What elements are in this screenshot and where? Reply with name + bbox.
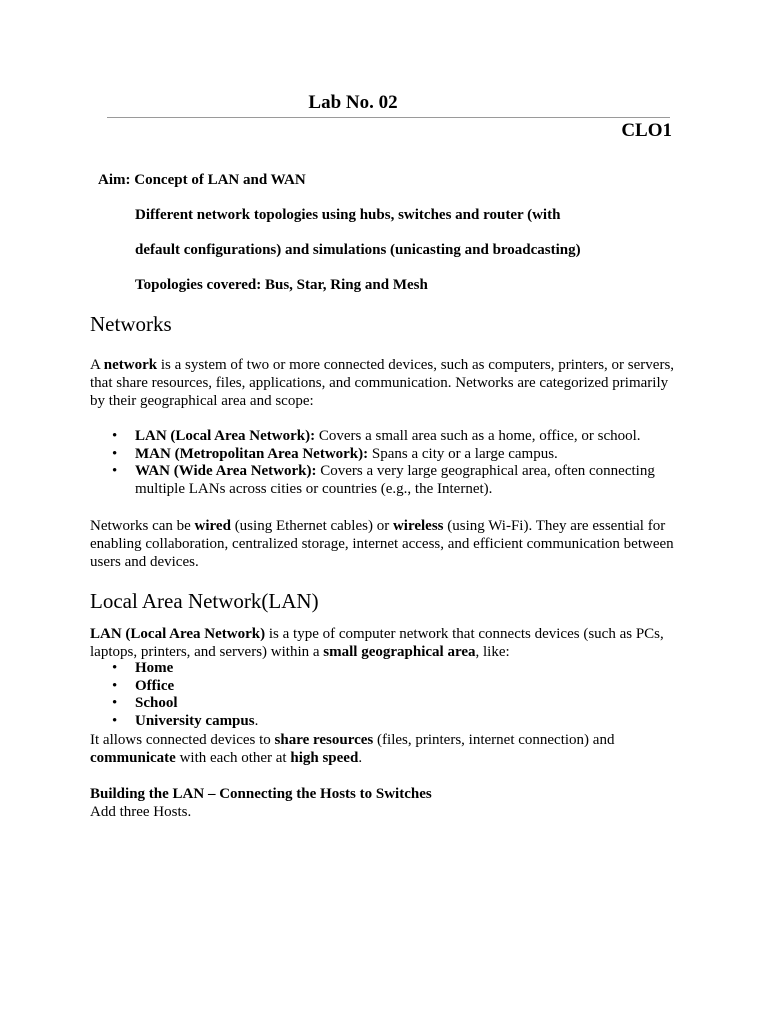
- share-resources-term: share resources: [274, 732, 374, 748]
- text-run: (using Wi-Fi). They are essential for enabling collaboration, centralized storage, internet access, and efficient communication between users and devices.: [90, 518, 674, 570]
- text-run: , like:: [475, 644, 510, 660]
- aim-description-line-1: Different network topologies using hubs, switches and router (with: [135, 207, 561, 223]
- list-item: [90, 660, 682, 678]
- text-run: It allows connected devices to: [90, 732, 275, 748]
- page-title: Lab No. 02: [308, 92, 398, 113]
- header-divider: [107, 117, 670, 118]
- networks-heading: Networks: [90, 312, 172, 336]
- text-run: Networks can be: [90, 518, 195, 534]
- list-item-desc: Covers a small area such as a home, office, or school.: [315, 428, 641, 444]
- wireless-term: wireless: [392, 518, 444, 534]
- place-label: School: [135, 695, 178, 711]
- lan-term: LAN (Local Area Network): [90, 626, 266, 642]
- clo-label: CLO1: [621, 120, 672, 141]
- network-term: network: [103, 357, 158, 373]
- text-run: with each other at: [175, 750, 291, 766]
- list-item: [90, 678, 682, 696]
- list-item-desc: Covers a very large geographical area, often connecting multiple LANs across cities or countries (e.g., the Internet).: [135, 463, 655, 497]
- lan-intro-paragraph: [90, 625, 682, 661]
- high-speed-term: high speed: [290, 750, 359, 766]
- small-area-term: small geographical area: [323, 644, 476, 660]
- network-types-list: [90, 428, 682, 498]
- building-lan-heading: Building the LAN – Connecting the Hosts to Switches: [90, 786, 432, 802]
- list-item: [90, 695, 682, 713]
- wired-term: wired: [194, 518, 231, 534]
- place-label: University campus: [135, 712, 255, 729]
- list-item: [90, 713, 682, 731]
- lan-heading: Local Area Network(LAN): [90, 589, 319, 613]
- list-item-term: WAN (Wide Area Network):: [135, 463, 317, 479]
- networks-intro-paragraph: [90, 356, 682, 410]
- aim-line: Aim: Concept of LAN and WAN: [98, 172, 306, 188]
- place-label: Home: [135, 660, 174, 676]
- text-run: (using Ethernet cables) or: [230, 518, 393, 534]
- building-lan-text: Add three Hosts.: [90, 804, 192, 820]
- list-item: [90, 446, 682, 464]
- topologies-covered: Topologies covered: Bus, Star, Ring and Mesh: [135, 277, 428, 293]
- networks-wired-paragraph: [90, 517, 682, 571]
- text-run: is a system of two or more connected devices, such as computers, printers, or servers, that share resources, files, applications, and communication. Networks are categorized primarily by their geographical area and scope:: [90, 357, 675, 409]
- list-item-term: LAN (Local Area Network):: [135, 428, 316, 444]
- text-run: (files, printers, internet connection) and: [373, 732, 615, 748]
- place-suffix: .: [254, 712, 259, 729]
- list-item-term: MAN (Metropolitan Area Network):: [135, 445, 369, 462]
- lan-places-list: [90, 660, 682, 730]
- place-label: Office: [135, 677, 175, 694]
- text-run: .: [358, 750, 363, 766]
- list-item-desc: Spans a city or a large campus.: [368, 445, 558, 462]
- communicate-term: communicate: [90, 750, 176, 766]
- lan-allows-paragraph: [90, 731, 682, 767]
- text-run: A: [90, 357, 104, 373]
- text-run: is a type of computer network that connects devices (such as PCs, laptops, printers, and servers) within a: [90, 626, 664, 660]
- list-item: [90, 428, 682, 446]
- aim-description-line-2: default configurations) and simulations (unicasting and broadcasting): [135, 242, 581, 258]
- list-item: [90, 463, 682, 498]
